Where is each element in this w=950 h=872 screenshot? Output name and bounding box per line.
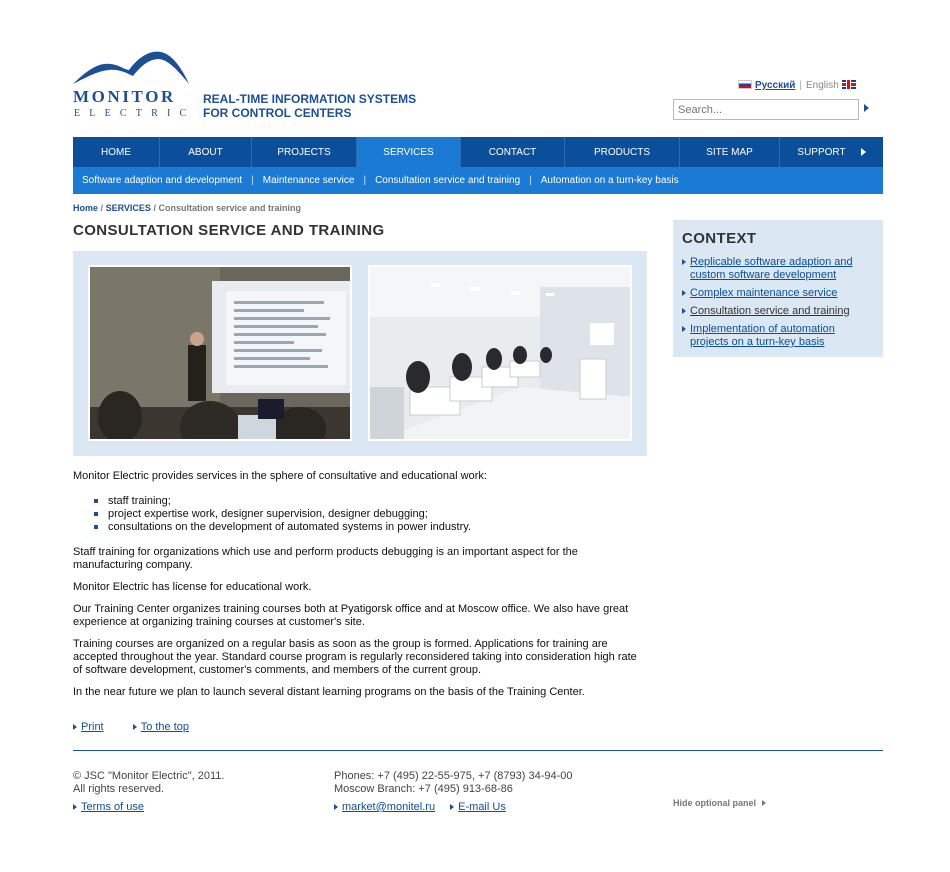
to-top-link[interactable] <box>133 721 189 733</box>
main-navigation <box>73 137 883 167</box>
email-address-link[interactable] <box>334 801 435 814</box>
footer-divider <box>73 750 883 751</box>
list-item: project expertise work, designer supervision, designer debugging; <box>94 508 648 521</box>
arrow-right-icon <box>450 804 454 810</box>
context-item <box>682 305 874 318</box>
context-title: CONTEXT <box>682 230 757 247</box>
nav-item-services[interactable]: SERVICES <box>357 137 461 167</box>
hide-optional-panel-button[interactable] <box>673 798 766 808</box>
arrow-right-icon <box>73 804 77 810</box>
subnav-software-adaption[interactable]: Software adaption and development <box>82 175 243 186</box>
site-tagline <box>203 92 416 120</box>
nav-scroll-right-icon[interactable] <box>861 148 866 156</box>
phones-text: Phones: +7 (495) 22-55-975, +7 (8793) 34-94-00 <box>334 770 573 782</box>
tagline-line-1: REAL-TIME INFORMATION SYSTEMS <box>203 92 417 106</box>
tagline-line-2: FOR CONTROL CENTERS <box>203 106 352 120</box>
nav-item-contact[interactable]: CONTACT <box>461 137 565 167</box>
paragraph-distant-learning: In the near future we plan to launch several distant learning programs on the basis of the Training Center. <box>73 686 585 698</box>
breadcrumb-current: Consultation service and training <box>158 203 301 213</box>
lang-russian-link[interactable]: Русский <box>755 80 796 91</box>
paragraph-staff-training: Staff training for organizations which use and perform products debugging is an important aspect for the manufacturing company. <box>73 546 578 571</box>
arrow-right-icon <box>682 290 686 296</box>
subnav-separator: | <box>363 175 367 186</box>
arrow-right-icon <box>682 259 686 265</box>
search-submit-arrow-icon[interactable] <box>864 104 869 112</box>
terms-of-use-link[interactable] <box>73 801 144 814</box>
russia-flag-icon <box>738 80 752 89</box>
footer-copyright-block <box>73 770 224 814</box>
breadcrumb-home-link[interactable]: Home <box>73 203 99 213</box>
page-title: CONSULTATION SERVICE AND TRAINING <box>73 222 385 239</box>
context-panel <box>673 220 883 357</box>
paragraph-courses: Training courses are organized on a regular basis as soon as the group is formed. Applications for training are accepted throughout the year. Standard course program is regularly reconsidered taking into consideration high rate of software development, customer's comments, and members of the current group. <box>73 638 637 676</box>
classroom-photo <box>368 265 632 441</box>
list-item: staff training; <box>94 495 648 508</box>
nav-item-home[interactable]: HOME <box>73 137 160 167</box>
context-item <box>682 323 874 349</box>
logo-subtitle: ELECTRIC <box>74 108 196 119</box>
sub-navigation <box>73 167 883 194</box>
context-item <box>682 287 874 300</box>
intro-paragraph: Monitor Electric provides services in the sphere of consultative and educational work: <box>73 470 487 482</box>
breadcrumb-separator: / <box>153 203 156 213</box>
terms-label: Terms of use <box>81 801 144 813</box>
nav-item-site-map[interactable]: SITE MAP <box>680 137 780 167</box>
context-link-software-development[interactable]: Replicable software adaption and custom software development <box>690 256 853 281</box>
paragraph-license: Monitor Electric has license for educational work. <box>73 581 312 593</box>
to-top-label: To the top <box>140 721 190 733</box>
email-label: market@monitel.ru <box>342 801 436 813</box>
arrow-right-icon <box>682 326 686 332</box>
arrow-right-icon <box>133 724 137 730</box>
list-item: consultations on the development of automated systems in power industry. <box>94 521 648 534</box>
uk-flag-icon <box>842 80 856 89</box>
context-link-automation-projects[interactable]: Implementation of automation projects on a turn-key basis <box>690 323 835 348</box>
hide-panel-label: Hide optional panel <box>673 798 757 808</box>
subnav-separator: | <box>251 175 254 186</box>
nav-item-projects[interactable]: PROJECTS <box>252 137 357 167</box>
context-link-consultation-current[interactable]: Consultation service and training <box>690 305 850 317</box>
breadcrumb-separator: / <box>100 203 104 213</box>
subnav-separator: | <box>529 175 532 186</box>
lang-english-current: English <box>806 80 839 91</box>
arrow-right-icon <box>762 800 766 806</box>
subnav-consultation-training[interactable]: Consultation service and training <box>375 175 521 186</box>
arrow-right-icon <box>334 804 338 810</box>
arrow-right-icon <box>73 724 77 730</box>
print-link[interactable] <box>73 721 104 733</box>
context-item <box>682 256 874 282</box>
article-body <box>73 470 648 708</box>
email-us-link[interactable] <box>450 801 506 814</box>
monitor-electric-logo[interactable] <box>73 50 196 122</box>
photo-gallery <box>73 251 647 456</box>
copyright-text: © JSC "Monitor Electric", 2011. <box>73 770 225 782</box>
services-list <box>94 495 648 534</box>
footer-contacts-block <box>334 770 573 814</box>
paragraph-training-center: Our Training Center organizes training courses both at Pyatigorsk office and at Moscow office. We also have great experience at organizing training courses at customer's site. <box>73 603 629 628</box>
print-label: Print <box>81 721 104 733</box>
email-us-label: E-mail Us <box>458 801 506 813</box>
nav-item-support-label: SUPPORT <box>797 146 846 158</box>
language-switcher <box>738 80 856 91</box>
moscow-branch-text: Moscow Branch: +7 (495) 913-68-86 <box>334 783 513 795</box>
arrow-right-icon <box>682 308 686 314</box>
mountains-logo-icon <box>73 50 189 88</box>
breadcrumb <box>73 203 301 213</box>
nav-item-support[interactable] <box>780 137 883 167</box>
lang-separator: | <box>799 80 803 91</box>
page-tools <box>73 721 215 733</box>
nav-item-products[interactable]: PRODUCTS <box>565 137 680 167</box>
breadcrumb-services-link[interactable]: SERVICES <box>105 203 151 213</box>
subnav-automation-turn-key[interactable]: Automation on a turn-key basis <box>540 175 679 186</box>
subnav-maintenance-service[interactable]: Maintenance service <box>262 175 355 186</box>
search-input[interactable] <box>673 99 859 120</box>
context-link-maintenance[interactable]: Complex maintenance service <box>690 287 838 299</box>
logo-wordmark: MONITOR <box>73 87 176 106</box>
lecture-photo <box>88 265 352 441</box>
nav-item-about[interactable]: ABOUT <box>160 137 252 167</box>
rights-text: All rights reserved. <box>73 783 165 795</box>
